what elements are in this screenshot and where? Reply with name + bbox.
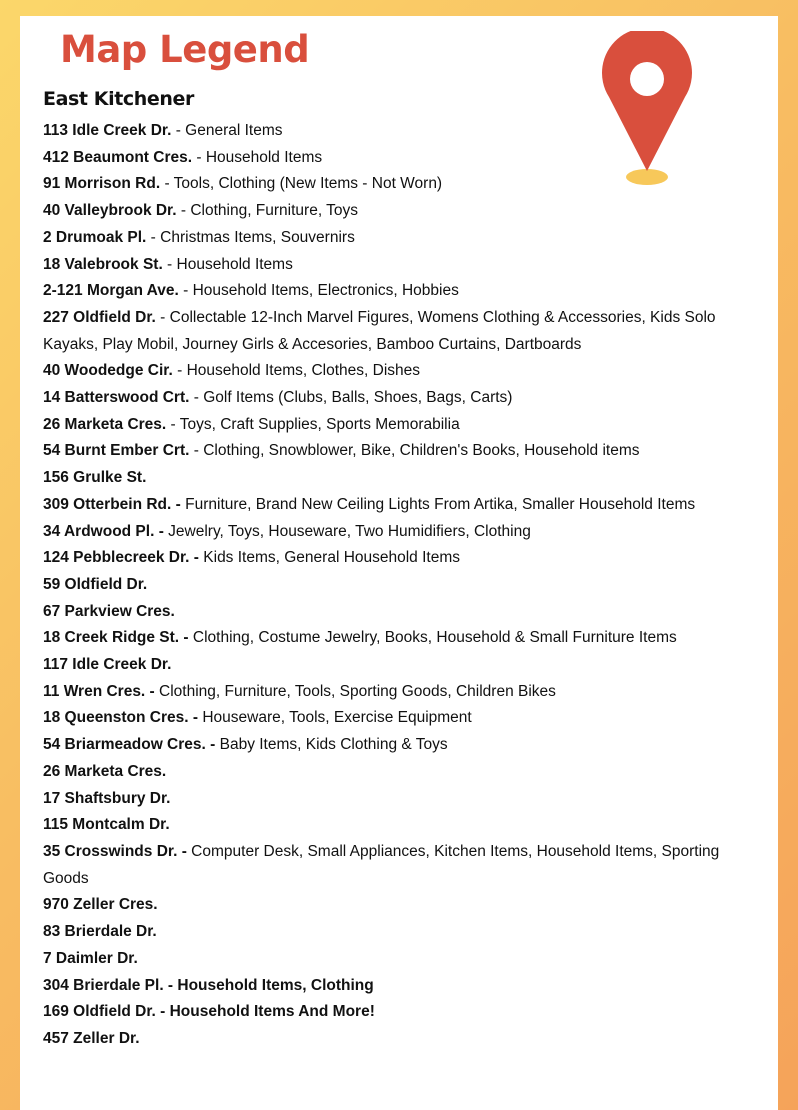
legend-entry [43, 973, 758, 1000]
entry-address: 11 Wren Cres. [43, 682, 146, 700]
entry-address: 412 Beaumont Cres. [43, 148, 193, 166]
entry-separator: - [155, 308, 170, 326]
entry-address: 14 Batterswood Crt. [43, 389, 190, 407]
legend-entry [43, 919, 758, 946]
entry-address: 18 Queenston Cres. [43, 709, 189, 727]
entry-address: 124 Pebblecreek Dr. [43, 549, 190, 567]
entry-items: Tools, Clothing (New Items - Not Worn) [173, 175, 443, 193]
legend-entry [43, 412, 758, 439]
entry-address: 18 Creek Ridge St. [43, 629, 180, 647]
entry-address: 17 Shaftsbury Dr. [43, 789, 171, 807]
entry-items: Household Items, Electronics, Hobbies [192, 282, 459, 300]
entry-items: Household Items [205, 148, 323, 166]
legend-entry [43, 705, 758, 732]
legend-entry [43, 732, 758, 759]
entry-items: Toys, Craft Supplies, Sports Memorabilia [179, 415, 460, 433]
entry-separator: - [189, 389, 204, 407]
entry-items: Furniture, Brand New Ceiling Lights From Artika, Smaller Household Items [185, 495, 696, 513]
legend-entry [43, 225, 758, 252]
entry-address: 169 Oldfield Dr. - Household Items And More! [43, 1003, 375, 1021]
legend-list [43, 118, 758, 1053]
entry-separator: - [154, 522, 169, 540]
entry-items: Household Items [176, 255, 293, 273]
entry-address: 83 Brierdale Dr. [43, 923, 157, 941]
entry-separator: - [171, 495, 186, 513]
legend-entry [43, 625, 758, 652]
entry-address: 91 Morrison Rd. [43, 175, 161, 193]
region-heading: East Kitchener [43, 88, 194, 110]
entry-address: 18 Valebrook St. [43, 255, 163, 273]
entry-items: Household Items, Clothes, Dishes [186, 362, 421, 380]
entry-address: 35 Crosswinds Dr. [43, 842, 178, 860]
entry-address: 40 Valleybrook Dr. [43, 202, 177, 220]
entry-address: 115 Montcalm Dr. [43, 816, 170, 834]
entry-address: 117 Idle Creek Dr. [43, 656, 172, 674]
entry-items: General Items [185, 122, 283, 139]
legend-entry [43, 759, 758, 786]
entry-address: 156 Grulke St. [43, 469, 147, 487]
legend-entry [43, 145, 758, 172]
entry-address: 2 Drumoak Pl. [43, 228, 147, 246]
legend-entry [43, 1026, 758, 1053]
page-title: Map Legend [60, 28, 310, 71]
entry-address: 970 Zeller Cres. [43, 896, 158, 914]
entry-separator: - [172, 362, 187, 380]
legend-card [20, 16, 778, 1110]
legend-entry [43, 465, 758, 492]
entry-separator: - [178, 282, 193, 300]
entry-items: Baby Items, Kids Clothing & Toys [219, 736, 448, 754]
entry-items: Collectable 12-Inch Marvel Figures, Womens Clothing & Accessories, Kids Solo Kayaks, Play Mobil, Journey Girls & Accesories, Bamboo Curtains, Dartboards [43, 308, 716, 353]
legend-entry [43, 358, 758, 385]
legend-entry [43, 438, 758, 465]
legend-entry [43, 198, 758, 225]
entry-separator: - [160, 175, 174, 193]
entry-items: Kids Items, General Household Items [203, 549, 461, 567]
entry-address: 59 Oldfield Dr. [43, 575, 148, 593]
entry-items: Computer Desk, Small Appliances, Kitchen Items, Household Items, Sporting Goods [43, 842, 720, 887]
entry-address: 34 Ardwood Pl. [43, 522, 155, 540]
entry-address: 309 Otterbein Rd. [43, 495, 172, 513]
entry-separator: - [145, 682, 160, 700]
entry-separator: - [176, 202, 191, 220]
legend-entry [43, 812, 758, 839]
legend-entry [43, 892, 758, 919]
legend-entry [43, 118, 758, 145]
entry-separator: - [162, 255, 177, 273]
entry-items: Clothing, Furniture, Tools, Sporting Goods, Children Bikes [159, 682, 556, 700]
entry-items: Houseware, Tools, Exercise Equipment [202, 709, 472, 727]
entry-separator: - [166, 415, 180, 433]
entry-separator: - [188, 709, 203, 727]
legend-entry [43, 839, 758, 892]
legend-entry [43, 679, 758, 706]
legend-entry [43, 786, 758, 813]
legend-entry [43, 572, 758, 599]
entry-separator: - [189, 549, 204, 567]
legend-entry [43, 252, 758, 279]
entry-address: 113 Idle Creek Dr. [43, 122, 172, 139]
entry-address: 227 Oldfield Dr. [43, 308, 156, 326]
legend-entry [43, 519, 758, 546]
legend-entry [43, 278, 758, 305]
entry-separator: - [179, 629, 193, 647]
entry-address: 304 Brierdale Pl. - Household Items, Clothing [43, 976, 374, 994]
entry-separator: - [177, 842, 192, 860]
legend-entry [43, 946, 758, 973]
entry-separator: - [205, 736, 220, 754]
entry-address: 26 Marketa Cres. [43, 762, 167, 780]
legend-entry [43, 492, 758, 519]
entry-items: Clothing, Furniture, Toys [190, 202, 359, 220]
entry-address: 54 Briarmeadow Cres. [43, 736, 206, 754]
entry-items: Clothing, Costume Jewelry, Books, Household & Small Furniture Items [192, 629, 677, 647]
legend-entry [43, 545, 758, 572]
entry-address: 67 Parkview Cres. [43, 602, 175, 620]
entry-address: 26 Marketa Cres. [43, 415, 167, 433]
entry-items: Jewelry, Toys, Houseware, Two Humidifiers, Clothing [168, 522, 531, 540]
entry-address: 40 Woodedge Cir. [43, 362, 173, 380]
legend-entry [43, 652, 758, 679]
entry-items: Golf Items (Clubs, Balls, Shoes, Bags, Carts) [203, 389, 513, 407]
legend-entry [43, 385, 758, 412]
entry-separator: - [192, 148, 206, 166]
entry-address: 54 Burnt Ember Crt. [43, 442, 190, 460]
legend-entry [43, 599, 758, 626]
legend-entry [43, 171, 758, 198]
entry-items: Christmas Items, Souvernirs [160, 228, 355, 246]
legend-entry [43, 305, 758, 358]
entry-separator: - [171, 122, 186, 139]
entry-address: 2-121 Morgan Ave. [43, 282, 179, 300]
entry-separator: - [146, 228, 161, 246]
entry-address: 457 Zeller Dr. [43, 1029, 140, 1047]
entry-address: 7 Daimler Dr. [43, 949, 138, 967]
entry-items: Clothing, Snowblower, Bike, Children's Books, Household items [203, 442, 640, 460]
legend-entry [43, 999, 758, 1026]
entry-separator: - [189, 442, 204, 460]
